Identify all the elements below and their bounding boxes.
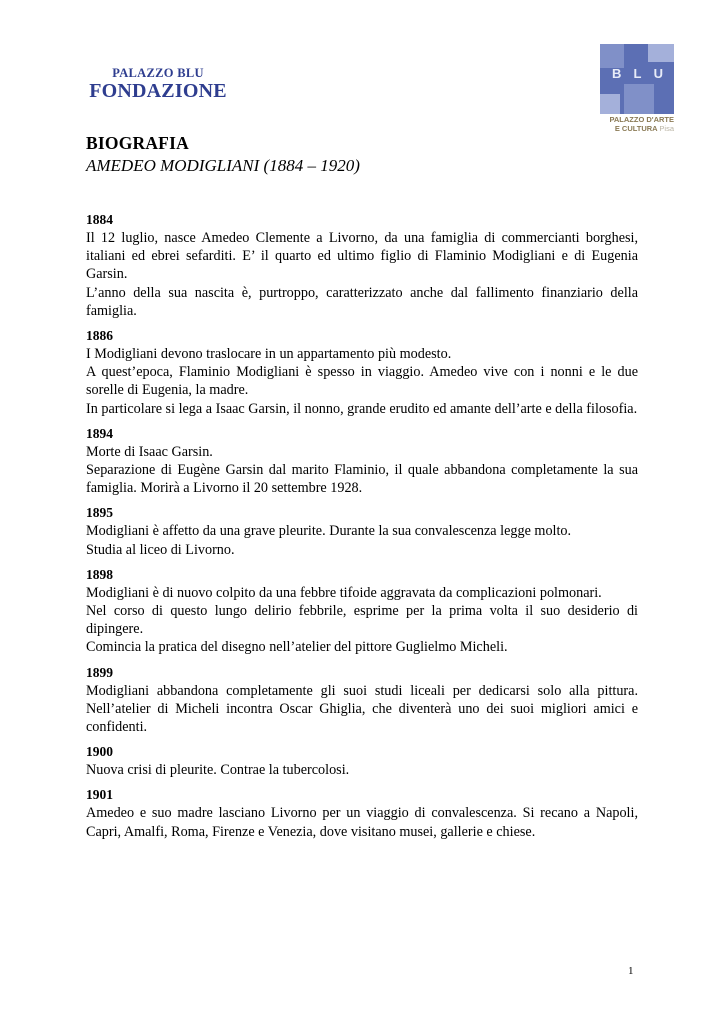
- document-title: BIOGRAFIA: [86, 133, 189, 153]
- biography-entry: [86, 327, 638, 418]
- entry-year: 1899: [86, 664, 113, 680]
- entry-paragraph: Studia al liceo di Livorno.: [86, 541, 235, 558]
- biography-entry: [86, 566, 638, 657]
- logo-letters: [612, 66, 664, 81]
- biography-entry: [86, 425, 638, 498]
- page-number: 1: [628, 965, 634, 977]
- entry-paragraph: In particolare si lega a Isaac Garsin, il nonno, grande erudito ed amante dell’arte e della filosofia.: [86, 400, 638, 417]
- entry-paragraph: Separazione di Eugène Garsin dal marito Flaminio, il quale abbandona completamente la sua famiglia. Morirà a Livorno il 20 settembre 1928.: [86, 462, 638, 497]
- biography-entry: [86, 664, 638, 737]
- entry-year: 1884: [86, 212, 113, 227]
- subject-name: AMEDEO MODIGLIANI: [86, 156, 260, 175]
- biography-content: [86, 211, 638, 848]
- document-subtitle: [86, 156, 360, 176]
- logo-caption-line1: PALAZZO D'ARTE: [609, 115, 674, 124]
- logo-letter-b: B: [612, 66, 623, 81]
- logo-caption-city: Pisa: [659, 123, 674, 133]
- logo-caption: [582, 116, 674, 133]
- entry-paragraph: Nel corso di questo lungo delirio febbrile, esprime per la prima volta il suo desiderio di dipingere.: [86, 603, 638, 638]
- logo-color-block: [600, 44, 674, 114]
- entry-year: 1900: [86, 744, 113, 760]
- biography-entry: [86, 786, 638, 840]
- entry-paragraph: Modigliani è di nuovo colpito da una febbre tifoide aggravata da complicazioni polmonari.: [86, 584, 602, 601]
- entry-paragraph: Modigliani è affetto da una grave pleurite. Durante la sua convalescenza legge molto.: [86, 523, 572, 540]
- logo-line-palazzo-blu: PALAZZO BLU: [112, 66, 204, 80]
- entry-paragraph: Il 12 luglio, nasce Amedeo Clemente a Livorno, da una famiglia di commercianti borghesi, italiani ed ebrei sefarditi. E’ il quarto ed ultimo figlio di Flaminio Modigliani e di Eugenia Garsin.: [86, 230, 638, 283]
- logo-line-fondazione: FONDAZIONE: [89, 80, 227, 102]
- entry-paragraph: L’anno della sua nascita è, purtroppo, caratterizzato anche dal fallimento finanziario della famiglia.: [86, 284, 638, 319]
- logo-letter-l: L: [633, 66, 643, 81]
- entry-year: 1895: [86, 505, 113, 521]
- biography-entry: [86, 211, 638, 320]
- palazzo-blu-brand-logo: [582, 44, 674, 136]
- logo-letter-u: U: [653, 66, 664, 81]
- entry-paragraph: Modigliani abbandona completamente gli suoi studi liceali per dedicarsi solo alla pittura. Nell’atelier di Micheli incontra Oscar Ghiglia, che diventerà uno dei suoi migliori amici e confidenti.: [86, 682, 638, 736]
- entry-paragraph: Morte di Isaac Garsin.: [86, 443, 213, 460]
- entry-year: 1898: [86, 566, 113, 582]
- entry-year: 1886: [86, 328, 113, 344]
- entry-paragraph: A quest’epoca, Flaminio Modigliani è spesso in viaggio. Amedeo vive con i nonni e le due sorelle di Eugenia, la madre.: [86, 364, 638, 399]
- biography-entry: [86, 743, 638, 779]
- entry-paragraph: Comincia la pratica del disegno nell’atelier del pittore Guglielmo Micheli.: [86, 639, 508, 656]
- subject-dates: (1884 – 1920): [263, 156, 360, 175]
- entry-paragraph: Nuova crisi di pleurite. Contrae la tubercolosi.: [86, 762, 350, 779]
- entry-paragraph: I Modigliani devono traslocare in un appartamento più modesto.: [86, 346, 452, 363]
- biography-entry: [86, 504, 638, 558]
- logo-caption-line2: E CULTURA: [614, 123, 658, 133]
- entry-year: 1901: [86, 787, 113, 803]
- fondazione-palazzo-blu-logo: [88, 66, 228, 103]
- entry-year: 1894: [86, 425, 113, 441]
- entry-paragraph: Amedeo e suo madre lasciano Livorno per un viaggio di convalescenza. Si recano a Napoli, Capri, Amalfi, Roma, Firenze e Venezia, dove visitano musei, gallerie e chiese.: [86, 805, 638, 840]
